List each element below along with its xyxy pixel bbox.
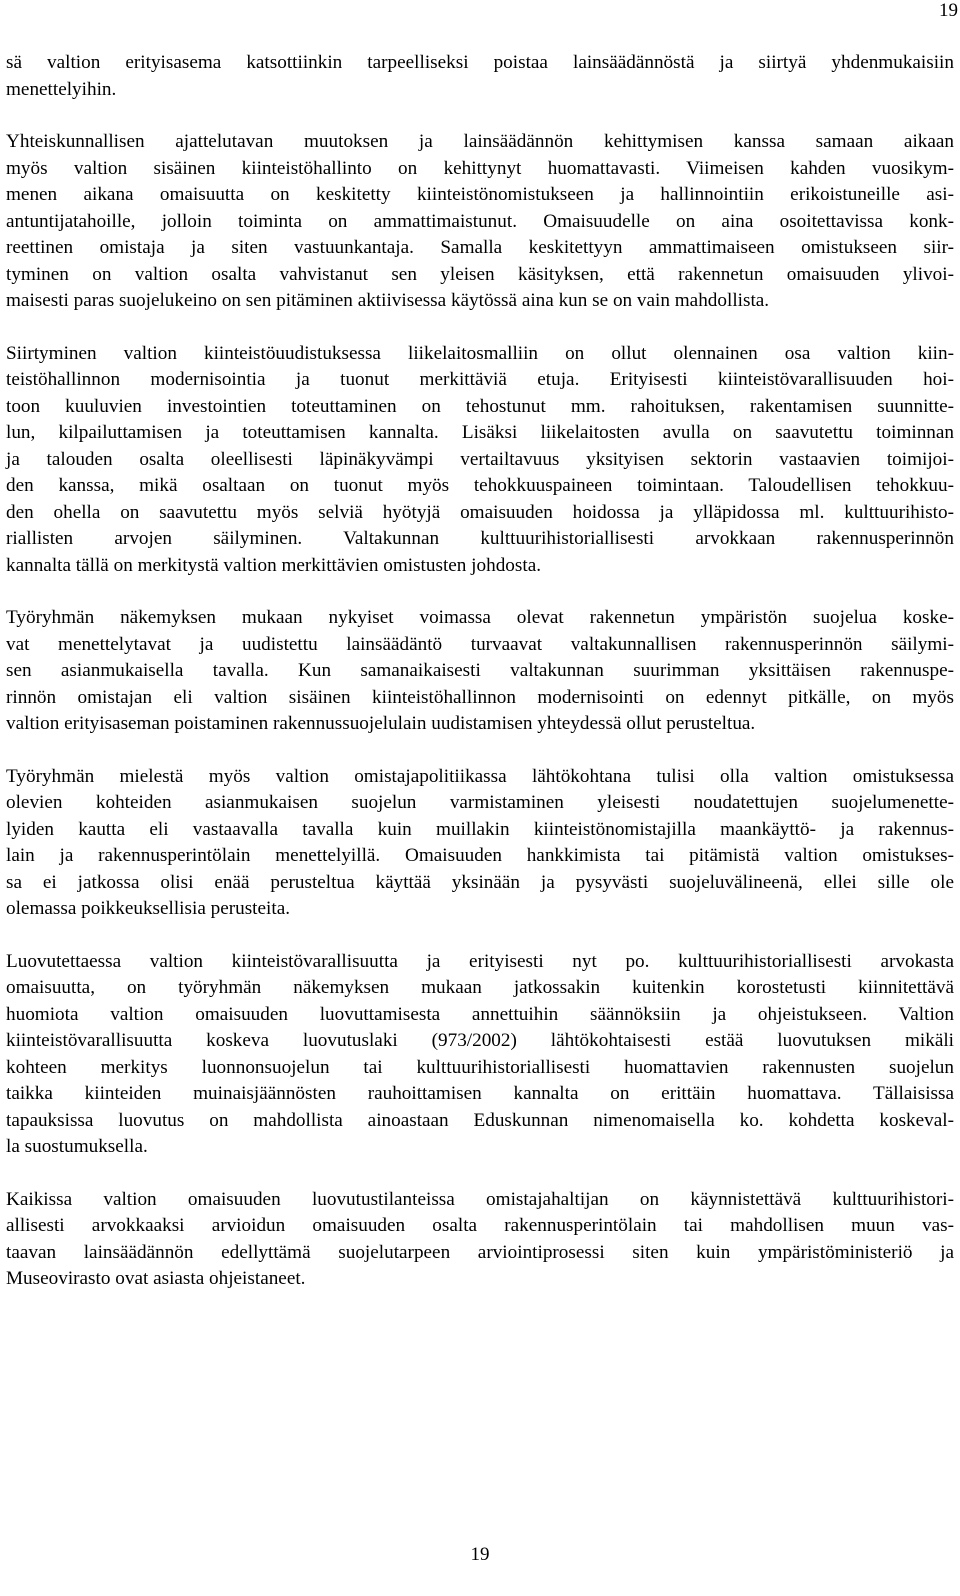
text-line: valtion erityisaseman poistaminen rakennussuojelulain uudistamisen yhteydessä ollut perusteltua. bbox=[6, 713, 756, 734]
text-line: tyminen on valtion osalta vahvistanut sen yleisen käsityksen, että rakennetun omaisuuden ylivoi- bbox=[6, 263, 954, 285]
text-line: antuntijatahoille, jolloin toiminta on ammattimaistunut. Omaisuudelle on aina osoitettavissa konk- bbox=[6, 210, 954, 232]
text-line: myös valtion sisäinen kiinteistöhallinto on kehittynyt huomattavasti. Viimeisen kahden vuosikym- bbox=[6, 157, 954, 179]
text-line: taavan lainsäädännön edellyttämä suojelutarpeen arviointiprosessi siten kuin ympäristöministeriö ja bbox=[6, 1241, 954, 1263]
text-line: vat menettelytavat ja uudistettu lainsäädäntö turvaavat valtakunnallisen rakennusperinnön säilymi- bbox=[6, 633, 954, 655]
text-line: kohteen merkitys luonnonsuojelun tai kulttuurihistoriallisesti huomattavien rakennusten suojelun bbox=[6, 1056, 954, 1078]
paragraph bbox=[6, 341, 954, 580]
text-line: den kanssa, mikä osaltaan on tuonut myös tehokkuuspaineen toimintaan. Taloudellisen tehokkuu- bbox=[6, 475, 954, 496]
text-line: sä valtion erityisasema katsottiinkin tarpeelliseksi poistaa lainsäädännöstä ja siirtyä yhdenmukaisiin bbox=[6, 52, 954, 73]
text-line: kiinteistövarallisuutta koskeva luovutuslaki (973/2002) lähtökohtaisesti estää luovutuksen mikäli bbox=[6, 1030, 954, 1051]
text-line: menen aikana omaisuutta on keskitetty kiinteistönomistukseen ja hallinnointiin erikoistuneille asi- bbox=[6, 184, 954, 205]
text-line: ja talouden osalta oleellisesti läpinäkyvämpi vertailtavuus yksityisen sektorin vastaavien toimijoi- bbox=[6, 448, 954, 470]
text-line: maisesti paras suojelukeino on sen pitäminen aktiivisessa käytössä aina kun se on vain mahdollista. bbox=[6, 290, 770, 311]
paragraph bbox=[6, 764, 954, 923]
text-line: riallisten arvojen säilyminen. Valtakunnan kulttuurihistoriallisesti arvokkaan rakennusperinnön bbox=[6, 528, 954, 549]
paragraph bbox=[6, 129, 954, 315]
text-line: rinnön omistajan eli valtion sisäinen kiinteistöhallinnon modernisointi on edennyt pitkälle, on myös bbox=[6, 686, 954, 708]
text-line: sen asianmukaisella tavalla. Kun samanaikaisesti valtakunnan suurimman yksittäisen rakennuspe- bbox=[6, 660, 954, 681]
document-body bbox=[6, 50, 954, 1319]
paragraph bbox=[6, 949, 954, 1161]
text-line: sa ei jatkossa olisi enää perusteltua käyttää yksinään ja pysyvästi suojeluvälineenä, ellei sille ole bbox=[6, 871, 954, 893]
text-line: reettinen omistaja ja siten vastuunkantaja. Samalla keskitettyyn ammattimaiseen omistukseen siir- bbox=[6, 237, 954, 258]
text-line: Siirtyminen valtion kiinteistöuudistuksessa liikelaitosmalliin on ollut olennainen osa valtion kiin- bbox=[6, 342, 954, 364]
text-line: den ohella on saavutettu myös selviä hyötyjä omaisuuden hoidossa ja ylläpidossa ml. kulttuurihisto- bbox=[6, 501, 954, 523]
text-line: lain ja rakennusperintölain menettelyillä. Omaisuuden hankkimista tai pitämistä valtion omistukses- bbox=[6, 845, 954, 866]
text-line: Museovirasto ovat asiasta ohjeistaneet. bbox=[6, 1268, 306, 1289]
text-line: allisesti arvokkaaksi arvioidun omaisuuden osalta rakennusperintölain tai mahdollisen muun vas- bbox=[6, 1215, 954, 1236]
paragraph bbox=[6, 1187, 954, 1293]
paragraph bbox=[6, 50, 954, 103]
text-line: lyiden kautta eli vastaavalla tavalla kuin muillakin kiinteistönomistajilla maankäyttö- ja rakennus- bbox=[6, 818, 954, 840]
text-line: olemassa poikkeuksellisia perusteita. bbox=[6, 898, 291, 919]
text-line: toon kuuluvien investointien toteuttaminen on tehostunut mm. rahoituksen, rakentamisen suunnitte- bbox=[6, 395, 954, 417]
page-number-top: 19 bbox=[939, 0, 958, 21]
text-line: huomiota valtion omaisuuden luovuttamisesta annettuihin säännöksiin ja ohjeistukseen. Valtion bbox=[6, 1003, 954, 1025]
text-line: Yhteiskunnallisen ajattelutavan muutoksen ja lainsäädännön kehittymisen kanssa samaan aikaan bbox=[6, 131, 954, 152]
text-line: omaisuutta, on työryhmän näkemyksen mukaan jatkossakin kuitenkin korostetusti kiinnitettävä bbox=[6, 977, 954, 998]
text-line: la suostumuksella. bbox=[6, 1136, 148, 1157]
text-line: lun, kilpailuttamisen ja toteuttamisen kannalta. Lisäksi liikelaitosten avulla on saavutettu toiminnan bbox=[6, 422, 954, 443]
text-line: olevien kohteiden asianmukaisen suojelun varmistaminen yleisesti noudatettujen suojelumenette- bbox=[6, 792, 954, 813]
text-line: Työryhmän mielestä myös valtion omistajapolitiikassa lähtökohtana tulisi olla valtion omistuksessa bbox=[6, 765, 954, 787]
text-line: tapauksissa luovutus on mahdollista ainoastaan Eduskunnan nimenomaisella ko. kohdetta koskeval- bbox=[6, 1109, 954, 1131]
text-line: Työryhmän näkemyksen mukaan nykyiset voimassa olevat rakennetun ympäristön suojelua koske- bbox=[6, 607, 954, 628]
page-number-bottom: 19 bbox=[470, 1544, 490, 1565]
text-line: kannalta tällä on merkitystä valtion merkittävien omistusten johdosta. bbox=[6, 554, 542, 576]
text-line: Luovutettaessa valtion kiinteistövarallisuutta ja erityisesti nyt po. kulttuurihistoriallisesti arvokasta bbox=[6, 950, 954, 972]
text-line: Kaikissa valtion omaisuuden luovutustilanteissa omistajahaltijan on käynnistettävä kulttuurihistori- bbox=[6, 1188, 954, 1210]
text-line: taikka kiinteiden muinaisjäännösten rauhoittamisen kannalta on erittäin huomattava. Tällaisissa bbox=[6, 1083, 954, 1104]
paragraph bbox=[6, 605, 954, 738]
text-line: menettelyihin. bbox=[6, 78, 117, 100]
text-line: teistöhallinnon modernisointia ja tuonut merkittäviä etuja. Erityisesti kiinteistövarallisuuden hoi- bbox=[6, 369, 954, 390]
